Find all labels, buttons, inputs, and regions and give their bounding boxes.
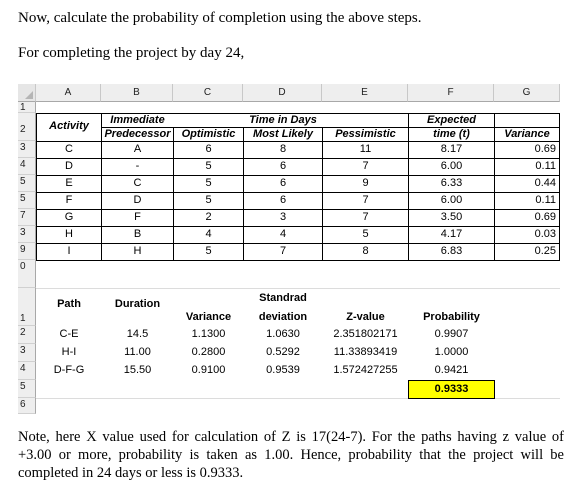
- pessimistic-cell[interactable]: 7: [362, 211, 369, 223]
- path-cell[interactable]: C-E: [59, 328, 79, 340]
- header-expected: Expected: [427, 114, 476, 126]
- header-predecessor: Predecessor: [104, 128, 171, 140]
- activity-cell[interactable]: E: [65, 177, 73, 189]
- optimistic-cell[interactable]: 2: [205, 211, 212, 223]
- path-cell[interactable]: D-F-G: [53, 364, 85, 376]
- pessimistic-cell[interactable]: 9: [362, 177, 369, 189]
- header-expected-time: time (t): [433, 128, 470, 140]
- std-deviation-cell[interactable]: 0.9539: [266, 364, 300, 376]
- activity-cell[interactable]: C: [65, 143, 73, 155]
- header-variance: Variance: [504, 128, 550, 140]
- variance-cell[interactable]: 0.11: [535, 160, 556, 172]
- optimistic-cell[interactable]: 5: [205, 194, 212, 206]
- expected-time-cell[interactable]: 6.33: [440, 177, 463, 189]
- header-probability: Probability: [423, 311, 480, 323]
- row-header[interactable]: 2: [18, 326, 36, 344]
- variance-cell[interactable]: 0.11: [535, 194, 556, 206]
- select-all-corner[interactable]: [18, 84, 36, 102]
- activity-cell[interactable]: F: [65, 194, 73, 206]
- predecessor-cell[interactable]: C: [133, 177, 142, 189]
- pessimistic-cell[interactable]: 7: [362, 194, 369, 206]
- activity-cell[interactable]: H: [65, 228, 73, 240]
- header-duration: Duration: [114, 298, 161, 310]
- expected-time-cell[interactable]: 4.17: [440, 228, 463, 240]
- optimistic-cell[interactable]: 6: [205, 143, 212, 155]
- row-header[interactable]: 4: [18, 158, 36, 175]
- column-header-e[interactable]: E: [322, 84, 408, 102]
- row-header[interactable]: 3: [18, 226, 36, 243]
- header-activity: Activity: [49, 120, 89, 132]
- header-path-variance: Variance: [185, 311, 232, 323]
- most-likely-cell[interactable]: 7: [279, 245, 287, 257]
- activity-cell[interactable]: G: [64, 211, 74, 223]
- pessimistic-cell[interactable]: 11: [359, 143, 372, 155]
- expected-time-cell[interactable]: 6.00: [440, 194, 463, 206]
- pessimistic-cell[interactable]: 7: [362, 160, 369, 172]
- row-header[interactable]: 6: [18, 398, 36, 414]
- activity-cell[interactable]: I: [67, 245, 71, 257]
- note-paragraph: Note, here X value used for calculation of Z is 17(24-7). For the paths having z value of +3.00 or more, probability is taken as 1.00. Hence, probability that the project will be completed in 24 days or less is 0.9333.: [18, 429, 564, 481]
- row-header[interactable]: 0: [18, 260, 36, 288]
- row-header[interactable]: 5: [18, 380, 36, 398]
- row-header[interactable]: 2: [18, 113, 36, 141]
- path-cell[interactable]: H-I: [61, 346, 77, 358]
- row-header[interactable]: 1: [18, 288, 36, 326]
- row-header[interactable]: 4: [18, 362, 36, 380]
- path-variance-cell[interactable]: 1.1300: [191, 328, 226, 340]
- most-likely-cell[interactable]: 3: [279, 211, 287, 223]
- row-header[interactable]: 5: [18, 175, 36, 192]
- most-likely-cell[interactable]: 6: [279, 177, 287, 189]
- optimistic-cell[interactable]: 5: [205, 160, 212, 172]
- predecessor-cell[interactable]: B: [133, 228, 142, 240]
- header-std-line1: Standrad: [259, 292, 307, 304]
- header-path: Path: [57, 298, 81, 310]
- final-probability-cell[interactable]: 0.9333: [408, 380, 495, 399]
- most-likely-cell[interactable]: 4: [279, 228, 287, 240]
- column-header-g[interactable]: G: [494, 84, 560, 102]
- path-variance-cell[interactable]: 0.9100: [191, 364, 226, 376]
- row-header[interactable]: 1: [18, 102, 36, 113]
- row-header[interactable]: 7: [18, 209, 36, 226]
- probability-cell[interactable]: 0.9907: [434, 328, 469, 340]
- pessimistic-cell[interactable]: 8: [362, 245, 369, 257]
- variance-cell[interactable]: 0.44: [534, 177, 556, 189]
- variance-cell[interactable]: 0.69: [534, 143, 556, 155]
- intro-line-1: Now, calculate the probability of completion using the above steps.: [18, 10, 422, 26]
- column-header-b[interactable]: B: [101, 84, 173, 102]
- optimistic-cell[interactable]: 5: [205, 177, 212, 189]
- predecessor-cell[interactable]: H: [133, 245, 142, 257]
- std-deviation-cell[interactable]: 0.5292: [266, 346, 300, 358]
- row-header[interactable]: 5: [18, 192, 36, 209]
- duration-cell[interactable]: 11.00: [124, 346, 151, 358]
- header-pessimistic: Pessimistic: [335, 128, 396, 140]
- header-immediate: Immediate: [110, 114, 165, 126]
- most-likely-cell[interactable]: 8: [279, 143, 287, 155]
- z-value-cell[interactable]: 11.33893419: [333, 346, 398, 358]
- predecessor-cell[interactable]: F: [134, 211, 141, 223]
- header-time-in-days: Time in Days: [249, 114, 317, 126]
- most-likely-cell[interactable]: 6: [279, 194, 287, 206]
- column-header-c[interactable]: C: [173, 84, 243, 102]
- expected-time-cell[interactable]: 3.50: [440, 211, 463, 223]
- variance-cell[interactable]: 0.69: [534, 211, 556, 223]
- spreadsheet: [18, 84, 560, 414]
- most-likely-cell[interactable]: 6: [279, 160, 287, 172]
- probability-cell[interactable]: 0.9421: [434, 364, 469, 376]
- column-header-f[interactable]: F: [408, 84, 494, 102]
- header-std-line2: deviation: [258, 311, 308, 323]
- z-value-cell[interactable]: 1.572427255: [333, 364, 398, 376]
- header-z-value: Z-value: [346, 311, 385, 323]
- variance-cell[interactable]: 0.25: [534, 245, 556, 257]
- predecessor-cell[interactable]: D: [133, 194, 142, 206]
- expected-time-cell[interactable]: 8.17: [440, 143, 463, 155]
- duration-cell[interactable]: 15.50: [123, 364, 152, 376]
- predecessor-cell[interactable]: A: [133, 143, 142, 155]
- column-header-d[interactable]: D: [243, 84, 322, 102]
- expected-time-cell[interactable]: 6.83: [440, 245, 463, 257]
- predecessor-cell[interactable]: -: [135, 160, 140, 172]
- path-variance-cell[interactable]: 0.2800: [191, 346, 226, 358]
- row-header[interactable]: 9: [18, 243, 36, 260]
- row-header[interactable]: 3: [18, 141, 36, 158]
- optimistic-cell[interactable]: 4: [205, 228, 212, 240]
- activity-cell[interactable]: D: [65, 160, 73, 172]
- pessimistic-cell[interactable]: 5: [362, 228, 369, 240]
- column-header-a[interactable]: A: [36, 84, 101, 102]
- intro-line-2: For completing the project by day 24,: [18, 45, 245, 61]
- std-deviation-cell[interactable]: 1.0630: [266, 328, 300, 340]
- duration-cell[interactable]: 14.5: [126, 328, 149, 340]
- optimistic-cell[interactable]: 5: [205, 245, 212, 257]
- probability-cell[interactable]: 1.0000: [434, 346, 469, 358]
- variance-cell[interactable]: 0.03: [534, 228, 556, 240]
- expected-time-cell[interactable]: 6.00: [440, 160, 463, 172]
- header-optimistic: Optimistic: [181, 128, 236, 140]
- header-most-likely: Most Likely: [253, 128, 313, 140]
- z-value-cell[interactable]: 2.351802171: [333, 328, 398, 340]
- row-header[interactable]: 3: [18, 344, 36, 362]
